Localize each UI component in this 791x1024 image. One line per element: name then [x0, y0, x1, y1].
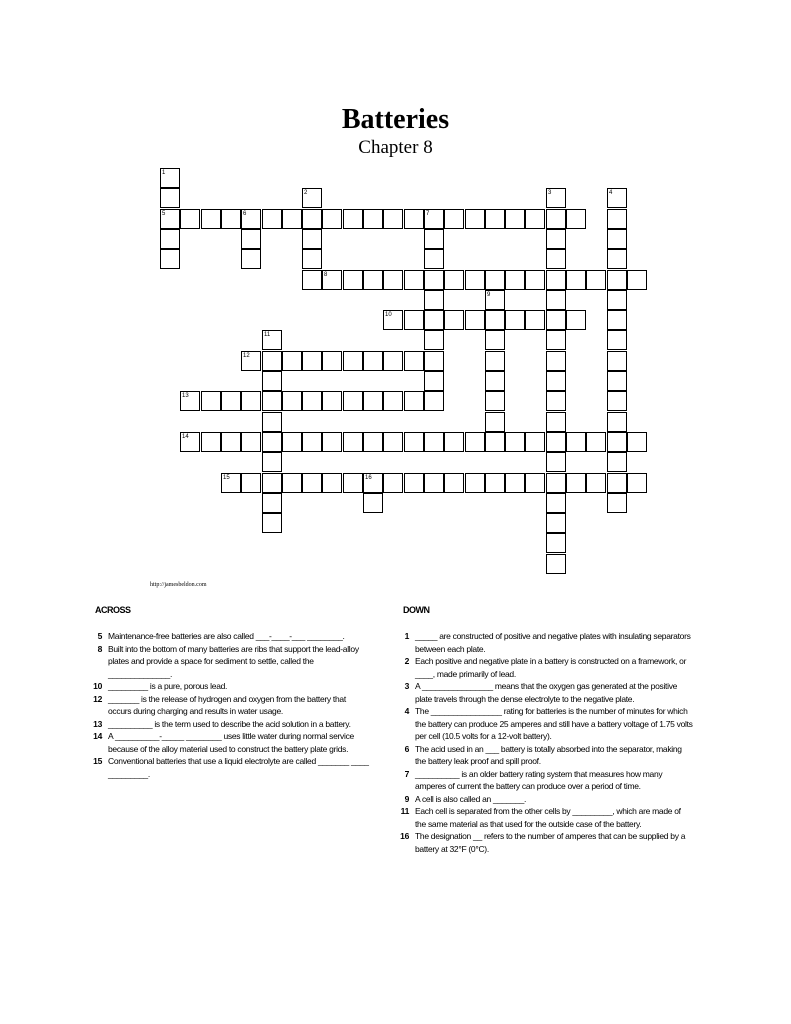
grid-cell[interactable] [525, 270, 545, 290]
down-clue [395, 805, 693, 830]
grid-cell[interactable] [322, 432, 342, 452]
down-clue-list [395, 630, 693, 855]
grid-cell[interactable] [322, 209, 342, 229]
grid-cell[interactable] [424, 330, 444, 350]
grid-cell[interactable] [627, 473, 647, 493]
grid-clue-number: 16 [365, 475, 372, 481]
grid-cell[interactable] [546, 371, 566, 391]
clue-text: _________ is a pure, porous lead. [108, 681, 228, 691]
grid-cell[interactable] [404, 432, 424, 452]
grid-cell[interactable] [424, 310, 444, 330]
grid-cell[interactable] [201, 209, 221, 229]
grid-cell[interactable] [424, 290, 444, 310]
clue-text: A ________________ means that the oxygen gas generated at the positive plate travels through the dense electrolyte to the negative plate. [415, 681, 678, 704]
grid-cell[interactable] [424, 249, 444, 269]
clue-text: __________ is an older battery rating system that measures how many amperes of current the battery can produce over a period of time. [415, 768, 663, 791]
across-clue [88, 643, 370, 681]
grid-cell[interactable] [404, 351, 424, 371]
grid-cell[interactable] [424, 473, 444, 493]
grid-cell[interactable] [262, 432, 282, 452]
clue-text: Each cell is separated from the other cells by _________, which are made of the same material as that used for the outside case of the battery. [415, 806, 681, 829]
grid-cell[interactable] [363, 493, 383, 513]
grid-cell[interactable] [586, 270, 606, 290]
grid-cell[interactable] [383, 473, 403, 493]
grid-cell[interactable] [343, 473, 363, 493]
across-clue [88, 680, 370, 693]
grid-clue-number: 1 [162, 170, 166, 176]
grid-cell[interactable] [262, 493, 282, 513]
grid-cell[interactable] [201, 432, 221, 452]
grid-cell[interactable] [566, 432, 586, 452]
grid-cell[interactable] [485, 330, 505, 350]
grid-cell[interactable] [607, 493, 627, 513]
grid-cell[interactable] [505, 473, 525, 493]
clue-text: __________ is the term used to describe the acid solution in a battery. [108, 718, 351, 729]
grid-cell[interactable] [546, 554, 566, 574]
grid-cell[interactable] [262, 209, 282, 229]
grid-cell[interactable] [241, 249, 261, 269]
clue-text: The ________________ rating for batteries is the number of minutes for which the battery can produce 25 amperes and still have a battery voltage of 1.75 volts per cell (10.5 volts for a 12-volt battery). [415, 706, 693, 741]
grid-cell[interactable] [444, 473, 464, 493]
down-clue [395, 630, 693, 655]
grid-cell[interactable] [302, 229, 322, 249]
grid-cell[interactable] [546, 432, 566, 452]
grid-cell[interactable] [607, 473, 627, 493]
grid-clue-number: 10 [385, 312, 392, 318]
grid-cell[interactable] [241, 391, 261, 411]
grid-cell[interactable] [485, 351, 505, 371]
grid-cell[interactable] [546, 533, 566, 553]
grid-cell[interactable] [607, 371, 627, 391]
grid-cell[interactable] [485, 391, 505, 411]
page-title: Batteries [341, 104, 450, 135]
across-clue [88, 718, 370, 731]
grid-cell[interactable] [525, 432, 545, 452]
grid-cell[interactable] [485, 412, 505, 432]
grid-cell[interactable] [383, 209, 403, 229]
grid-cell[interactable] [607, 391, 627, 411]
grid-cell[interactable] [363, 270, 383, 290]
grid-clue-number: 6 [243, 211, 247, 217]
grid-cell[interactable] [404, 209, 424, 229]
grid-cell[interactable] [546, 270, 566, 290]
grid-cell[interactable] [282, 351, 302, 371]
grid-cell[interactable] [505, 270, 525, 290]
grid-cell[interactable] [262, 513, 282, 533]
across-heading: ACROSS [95, 605, 131, 615]
grid-cell[interactable] [363, 432, 383, 452]
grid-cell[interactable] [404, 473, 424, 493]
clue-number: 13 [93, 718, 102, 729]
clue-number: 1 [404, 631, 409, 641]
grid-cell[interactable] [343, 391, 363, 411]
grid-clue-number: 5 [162, 211, 166, 217]
grid-cell[interactable] [201, 391, 221, 411]
clue-number: 9 [404, 793, 409, 804]
clue-number: 10 [93, 681, 102, 691]
grid-cell[interactable] [424, 371, 444, 391]
grid-cell[interactable] [302, 270, 322, 290]
grid-cell[interactable] [546, 473, 566, 493]
grid-cell[interactable] [302, 351, 322, 371]
clue-text: Maintenance-free batteries are also called ___-____-___ ________. [108, 631, 345, 641]
grid-cell[interactable] [546, 249, 566, 269]
clue-number: 7 [404, 768, 409, 779]
grid-cell[interactable] [525, 473, 545, 493]
grid-cell[interactable] [485, 371, 505, 391]
down-clue [395, 680, 693, 705]
grid-cell[interactable] [607, 290, 627, 310]
across-clue [88, 693, 370, 718]
grid-cell[interactable] [343, 432, 363, 452]
grid-cell[interactable] [607, 351, 627, 371]
clue-number: 5 [97, 631, 102, 641]
grid-clue-number: 8 [324, 272, 328, 278]
grid-cell[interactable] [444, 432, 464, 452]
grid-cell[interactable] [566, 310, 586, 330]
down-clue [395, 743, 693, 768]
grid-cell[interactable] [343, 351, 363, 371]
grid-clue-number: 2 [304, 190, 308, 196]
across-clue [88, 630, 370, 643]
grid-cell[interactable] [241, 432, 261, 452]
grid-cell[interactable] [180, 209, 200, 229]
grid-cell[interactable] [383, 270, 403, 290]
grid-cell[interactable] [302, 391, 322, 411]
grid-cell[interactable] [586, 473, 606, 493]
across-clue-list [88, 630, 370, 780]
grid-cell[interactable] [546, 513, 566, 533]
grid-cell[interactable] [424, 351, 444, 371]
grid-cell[interactable] [444, 209, 464, 229]
grid-cell[interactable] [322, 473, 342, 493]
grid-cell[interactable] [607, 452, 627, 472]
grid-cell[interactable] [505, 432, 525, 452]
clue-number: 14 [93, 731, 102, 741]
clue-number: 6 [404, 743, 409, 754]
grid-cell[interactable] [404, 391, 424, 411]
clue-text: The designation __ refers to the number of amperes that can be supplied by a battery at 32°F (0°C). [415, 831, 686, 854]
clue-text: Each positive and negative plate in a battery is constructed on a framework, or ____, made primarily of lead. [415, 656, 687, 679]
grid-cell[interactable] [485, 310, 505, 330]
down-heading: DOWN [403, 605, 430, 615]
clue-text: A cell is also called an _______. [415, 793, 527, 804]
grid-cell[interactable] [322, 391, 342, 411]
grid-cell[interactable] [262, 391, 282, 411]
grid-cell[interactable] [465, 473, 485, 493]
grid-cell[interactable] [383, 432, 403, 452]
grid-cell[interactable] [607, 209, 627, 229]
down-clue [395, 655, 693, 680]
grid-cell[interactable] [485, 270, 505, 290]
grid-cell[interactable] [607, 330, 627, 350]
grid-cell[interactable] [485, 209, 505, 229]
grid-cell[interactable] [546, 330, 566, 350]
grid-cell[interactable] [221, 391, 241, 411]
grid-cell[interactable] [546, 351, 566, 371]
grid-cell[interactable] [546, 493, 566, 513]
grid-clue-number: 3 [548, 190, 552, 196]
grid-cell[interactable] [627, 432, 647, 452]
grid-clue-number: 13 [182, 393, 189, 399]
clue-number: 12 [93, 693, 102, 704]
clue-number: 11 [400, 806, 409, 816]
grid-cell[interactable] [546, 391, 566, 411]
grid-cell[interactable] [607, 432, 627, 452]
grid-cell[interactable] [424, 391, 444, 411]
grid-cell[interactable] [546, 412, 566, 432]
grid-cell[interactable] [424, 432, 444, 452]
clue-text: A __________-_____ ________ uses little water during normal service because of the alloy material used to construct the battery plate grids. [108, 731, 354, 754]
down-clue [395, 830, 693, 855]
grid-cell[interactable] [566, 270, 586, 290]
grid-cell[interactable] [282, 391, 302, 411]
down-clue [395, 705, 693, 743]
grid-clue-number: 9 [487, 292, 491, 298]
grid-cell[interactable] [546, 452, 566, 472]
clue-number: 16 [400, 831, 409, 841]
clue-number: 3 [404, 681, 409, 691]
grid-cell[interactable] [546, 209, 566, 229]
grid-cell[interactable] [465, 310, 485, 330]
clue-text: The acid used in an ___ battery is totally absorbed into the separator, making the battery leak proof and spill proof. [415, 743, 682, 766]
grid-cell[interactable] [241, 473, 261, 493]
grid-cell[interactable] [282, 432, 302, 452]
grid-cell[interactable] [160, 229, 180, 249]
down-clue [395, 793, 693, 806]
grid-cell[interactable] [302, 432, 322, 452]
grid-cell[interactable] [363, 391, 383, 411]
page-subtitle: Chapter 8 [358, 137, 433, 158]
grid-cell[interactable] [586, 432, 606, 452]
clue-text: Conventional batteries that use a liquid electrolyte are called _______ ____ _________. [108, 756, 369, 779]
clue-number: 8 [97, 643, 102, 654]
grid-cell[interactable] [404, 270, 424, 290]
grid-clue-number: 4 [609, 190, 613, 196]
grid-cell[interactable] [546, 290, 566, 310]
clue-number: 15 [93, 756, 102, 766]
grid-cell[interactable] [485, 432, 505, 452]
grid-clue-number: 7 [426, 211, 430, 217]
grid-cell[interactable] [383, 351, 403, 371]
grid-cell[interactable] [465, 270, 485, 290]
grid-cell[interactable] [607, 412, 627, 432]
grid-cell[interactable] [525, 209, 545, 229]
grid-cell[interactable] [282, 209, 302, 229]
grid-cell[interactable] [566, 473, 586, 493]
across-clue [88, 730, 370, 755]
grid-cell[interactable] [404, 310, 424, 330]
grid-cell[interactable] [160, 188, 180, 208]
grid-cell[interactable] [302, 473, 322, 493]
grid-cell[interactable] [282, 473, 302, 493]
grid-clue-number: 15 [223, 475, 230, 481]
clue-number: 2 [404, 656, 409, 666]
grid-cell[interactable] [343, 209, 363, 229]
grid-cell[interactable] [343, 270, 363, 290]
grid-cell[interactable] [465, 209, 485, 229]
across-clue [88, 755, 370, 780]
grid-cell[interactable] [302, 209, 322, 229]
grid-cell[interactable] [485, 473, 505, 493]
grid-cell[interactable] [546, 229, 566, 249]
grid-cell[interactable] [241, 229, 261, 249]
clue-text: _______ is the release of hydrogen and oxygen from the battery that occurs during charging and results in water usage. [108, 693, 346, 716]
grid-cell[interactable] [444, 270, 464, 290]
grid-cell[interactable] [627, 270, 647, 290]
clue-text: Built into the bottom of many batteries are ribs that support the lead-alloy plates and provide a space for sediment to settle, called the ______________. [108, 643, 359, 679]
grid-cell[interactable] [607, 310, 627, 330]
grid-cell[interactable] [262, 371, 282, 391]
grid-cell[interactable] [363, 351, 383, 371]
grid-cell[interactable] [322, 351, 342, 371]
clue-text: _____ are constructed of positive and negative plates with insulating separators between each plate. [415, 631, 691, 654]
grid-clue-number: 14 [182, 434, 189, 440]
grid-cell[interactable] [505, 209, 525, 229]
grid-cell[interactable] [262, 473, 282, 493]
grid-cell[interactable] [607, 270, 627, 290]
grid-cell[interactable] [546, 310, 566, 330]
grid-cell[interactable] [160, 249, 180, 269]
grid-cell[interactable] [221, 209, 241, 229]
grid-cell[interactable] [262, 351, 282, 371]
grid-cell[interactable] [424, 229, 444, 249]
grid-cell[interactable] [444, 310, 464, 330]
grid-cell[interactable] [262, 412, 282, 432]
grid-clue-number: 11 [264, 332, 271, 338]
grid-cell[interactable] [262, 452, 282, 472]
grid-cell[interactable] [221, 432, 241, 452]
grid-cell[interactable] [566, 209, 586, 229]
grid-cell[interactable] [525, 310, 545, 330]
grid-cell[interactable] [465, 432, 485, 452]
grid-clue-number: 12 [243, 353, 250, 359]
source-credit: http://jamesbeldon.com [150, 582, 207, 588]
clue-number: 4 [404, 706, 409, 716]
grid-cell[interactable] [607, 249, 627, 269]
grid-cell[interactable] [424, 270, 444, 290]
down-clue [395, 768, 693, 793]
grid-cell[interactable] [505, 310, 525, 330]
grid-cell[interactable] [383, 391, 403, 411]
grid-cell[interactable] [363, 209, 383, 229]
grid-cell[interactable] [607, 229, 627, 249]
grid-cell[interactable] [302, 249, 322, 269]
